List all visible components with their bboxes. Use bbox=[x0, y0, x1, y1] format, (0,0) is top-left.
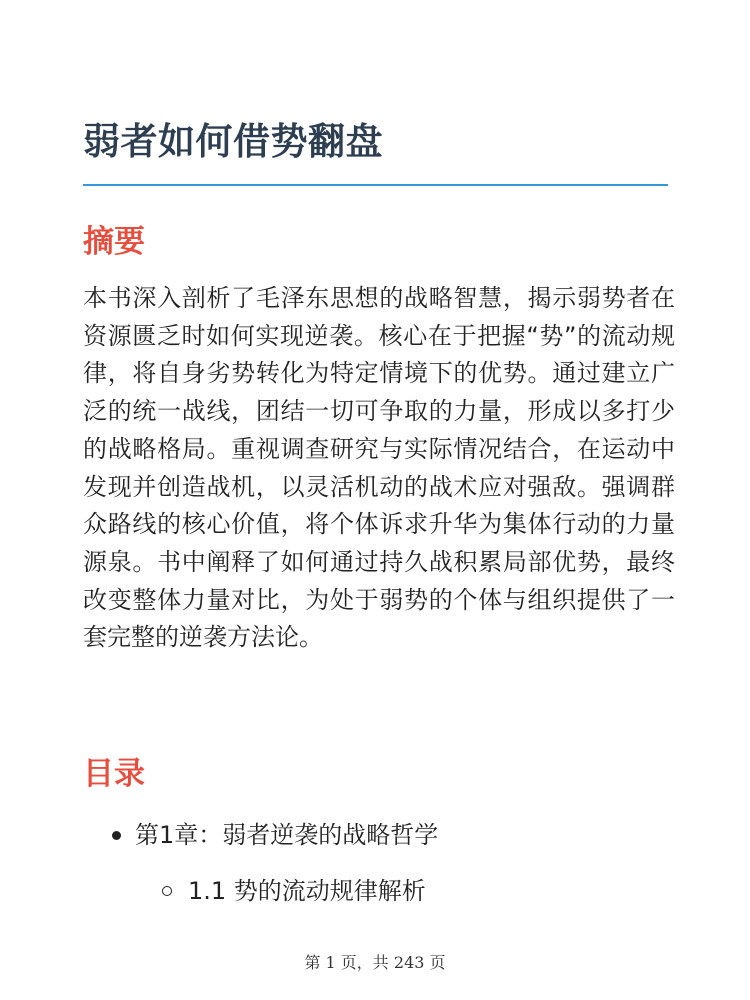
disc-bullet-icon bbox=[112, 831, 121, 840]
page-number-footer: 第 1 页，共 243 页 bbox=[304, 953, 446, 972]
toc-chapter-1[interactable] bbox=[112, 818, 438, 852]
abstract-heading: 摘要 bbox=[83, 224, 145, 260]
toc-section-1-1[interactable] bbox=[162, 874, 426, 908]
toc-section-label: 1.1 势的流动规律解析 bbox=[188, 877, 426, 905]
circle-bullet-icon bbox=[162, 886, 172, 896]
document-title: 弱者如何借势翻盘 bbox=[83, 120, 383, 163]
toc-chapter-label: 第1章：弱者逆袭的战略哲学 bbox=[135, 821, 439, 849]
title-divider bbox=[83, 184, 668, 186]
abstract-paragraph: 本书深入剖析了毛泽东思想的战略智慧，揭示弱势者在资源匮乏时如何实现逆袭。核心在于把握“势”的流动规律，将自身劣势转化为特定情境下的优势。通过建立广泛的统一战线，团结一切可争取的力量，形成以多打少的战略格局。重视调查研究与实际情况结合，在运动中发现并创造战机，以灵活机动的战术应对强敌。强调群众路线的核心价值，将个体诉求升华为集体行动的力量源泉。书中阐释了如何通过持久战积累局部优势，最终改变整体力量对比，为处于弱势的个体与组织提供了一套完整的逆袭方法论。 bbox=[83, 284, 675, 652]
toc-heading: 目录 bbox=[83, 756, 145, 792]
